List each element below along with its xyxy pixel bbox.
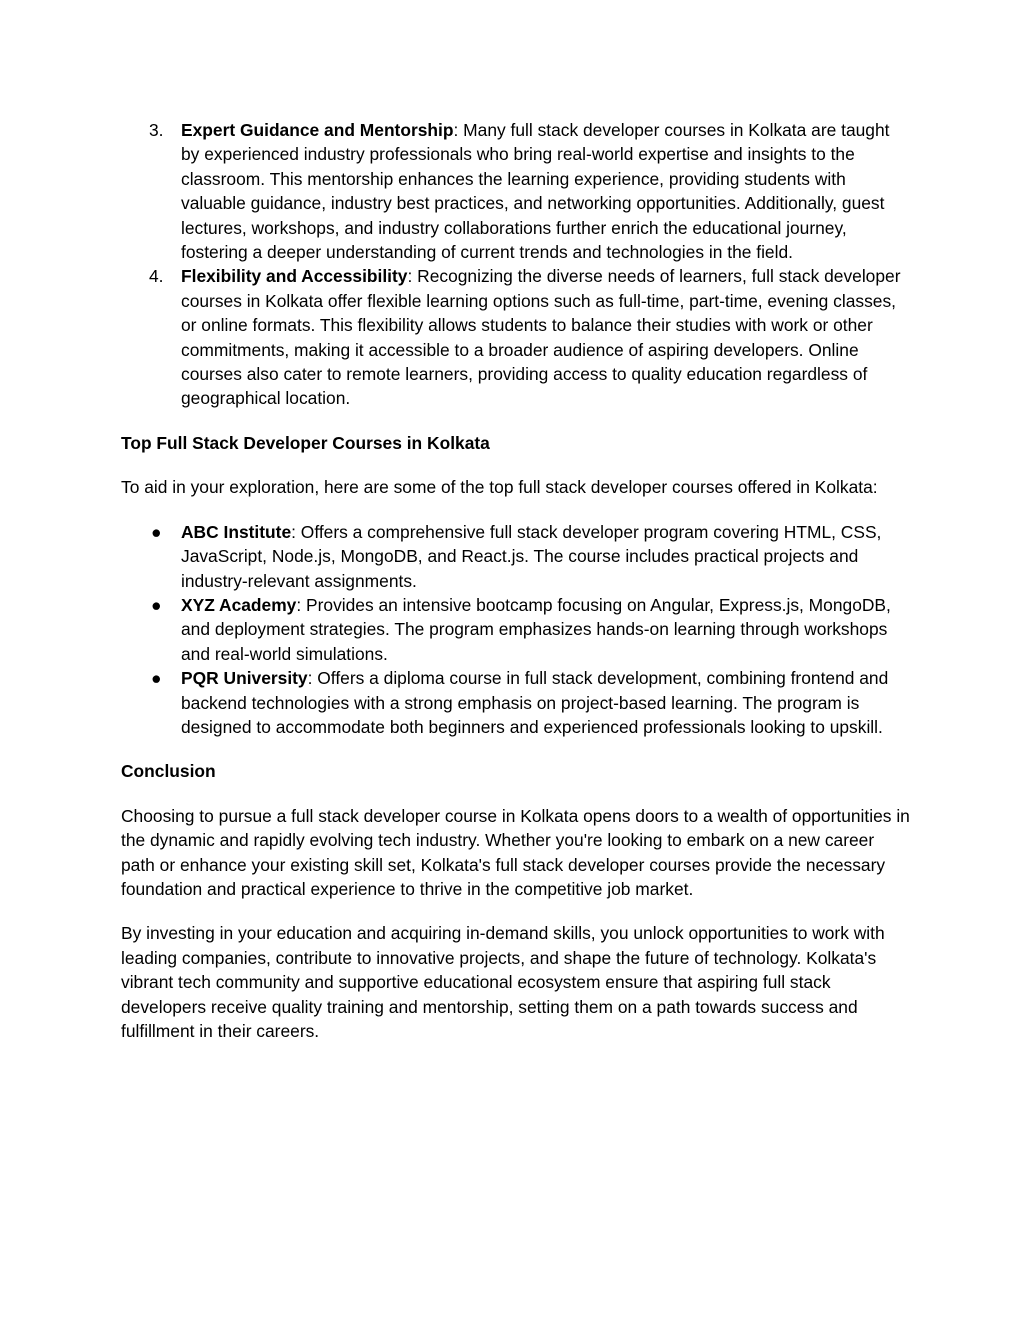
list-item xyxy=(121,118,911,264)
bullet-icon: ● xyxy=(151,521,162,542)
bullet-icon: ● xyxy=(151,594,162,615)
list-item-text: : Recognizing the diverse needs of learners, full stack developer courses in Kolkata offer flexible learning options such as full-time, part-time, evening classes, or online formats. This flexibility allows students to balance their studies with work or other commitments, making it accessible to a broader audience of aspiring developers. Online courses also cater to remote learners, providing access to quality education regardless of geographical location. xyxy=(181,266,901,409)
list-number: 3. xyxy=(149,120,164,140)
section-heading-top-courses: Top Full Stack Developer Courses in Kolkata xyxy=(121,432,490,453)
course-name: ABC Institute xyxy=(181,521,292,542)
list-item xyxy=(121,264,911,410)
list-item xyxy=(121,520,911,593)
section-heading-conclusion: Conclusion xyxy=(121,761,216,782)
course-description: : Provides an intensive bootcamp focusing on Angular, Express.js, MongoDB, and deployment strategies. The program emphasizes hands-on learning through workshops and real-world simulations. xyxy=(181,594,891,664)
list-number: 4. xyxy=(149,266,164,287)
list-item-text: : Many full stack developer courses in Kolkata are taught by experienced industry professionals who bring real-world expertise and insights to the classroom. This mentorship enhances the learning experience, providing students with valuable guidance, industry best practices, and networking opportunities. Additionally, guest lectures, workshops, and industry collaborations further enrich the educational journey, fostering a deeper understanding of current trends and technologies in the field. xyxy=(181,120,890,263)
course-name: PQR University xyxy=(181,668,308,689)
course-description: : Offers a comprehensive full stack developer program covering HTML, CSS, JavaScript, Node.js, MongoDB, and React.js. The course includes practical projects and industry-relevant assignments. xyxy=(181,521,882,591)
top-courses-intro: To aid in your exploration, here are some of the top full stack developer courses offered in Kolkata: xyxy=(121,477,878,498)
course-bullet-list xyxy=(121,520,911,740)
bullet-icon: ● xyxy=(151,668,162,689)
conclusion-paragraph-1: Choosing to pursue a full stack developer course in Kolkata opens doors to a wealth of opportunities in the dynamic and rapidly evolving tech industry. Whether you're looking to embark on a new career path or enhance your existing skill set, Kolkata's full stack developer courses provide the necessary foundation and practical experience to thrive in the competitive job market. xyxy=(121,805,910,899)
list-item-title: Expert Guidance and Mentorship xyxy=(181,120,454,140)
list-item-title: Flexibility and Accessibility xyxy=(181,266,408,287)
list-item xyxy=(121,666,911,739)
course-name: XYZ Academy xyxy=(181,594,297,615)
list-item xyxy=(121,593,911,666)
conclusion-paragraph-2: By investing in your education and acquiring in-demand skills, you unlock opportunities to work with leading companies, contribute to innovative projects, and shape the future of technology. Kolkata's vibrant tech community and supportive educational ecosystem ensure that aspiring full stack developers receive quality training and mentorship, setting them on a path towards success and fulfillment in their careers. xyxy=(121,923,885,1041)
document-page xyxy=(121,118,911,1043)
numbered-list xyxy=(121,118,911,411)
course-description: : Offers a diploma course in full stack development, combining frontend and backend technologies with a strong emphasis on project-based learning. The program is designed to accommodate both beginners and experienced professionals looking to upskill. xyxy=(181,668,889,737)
